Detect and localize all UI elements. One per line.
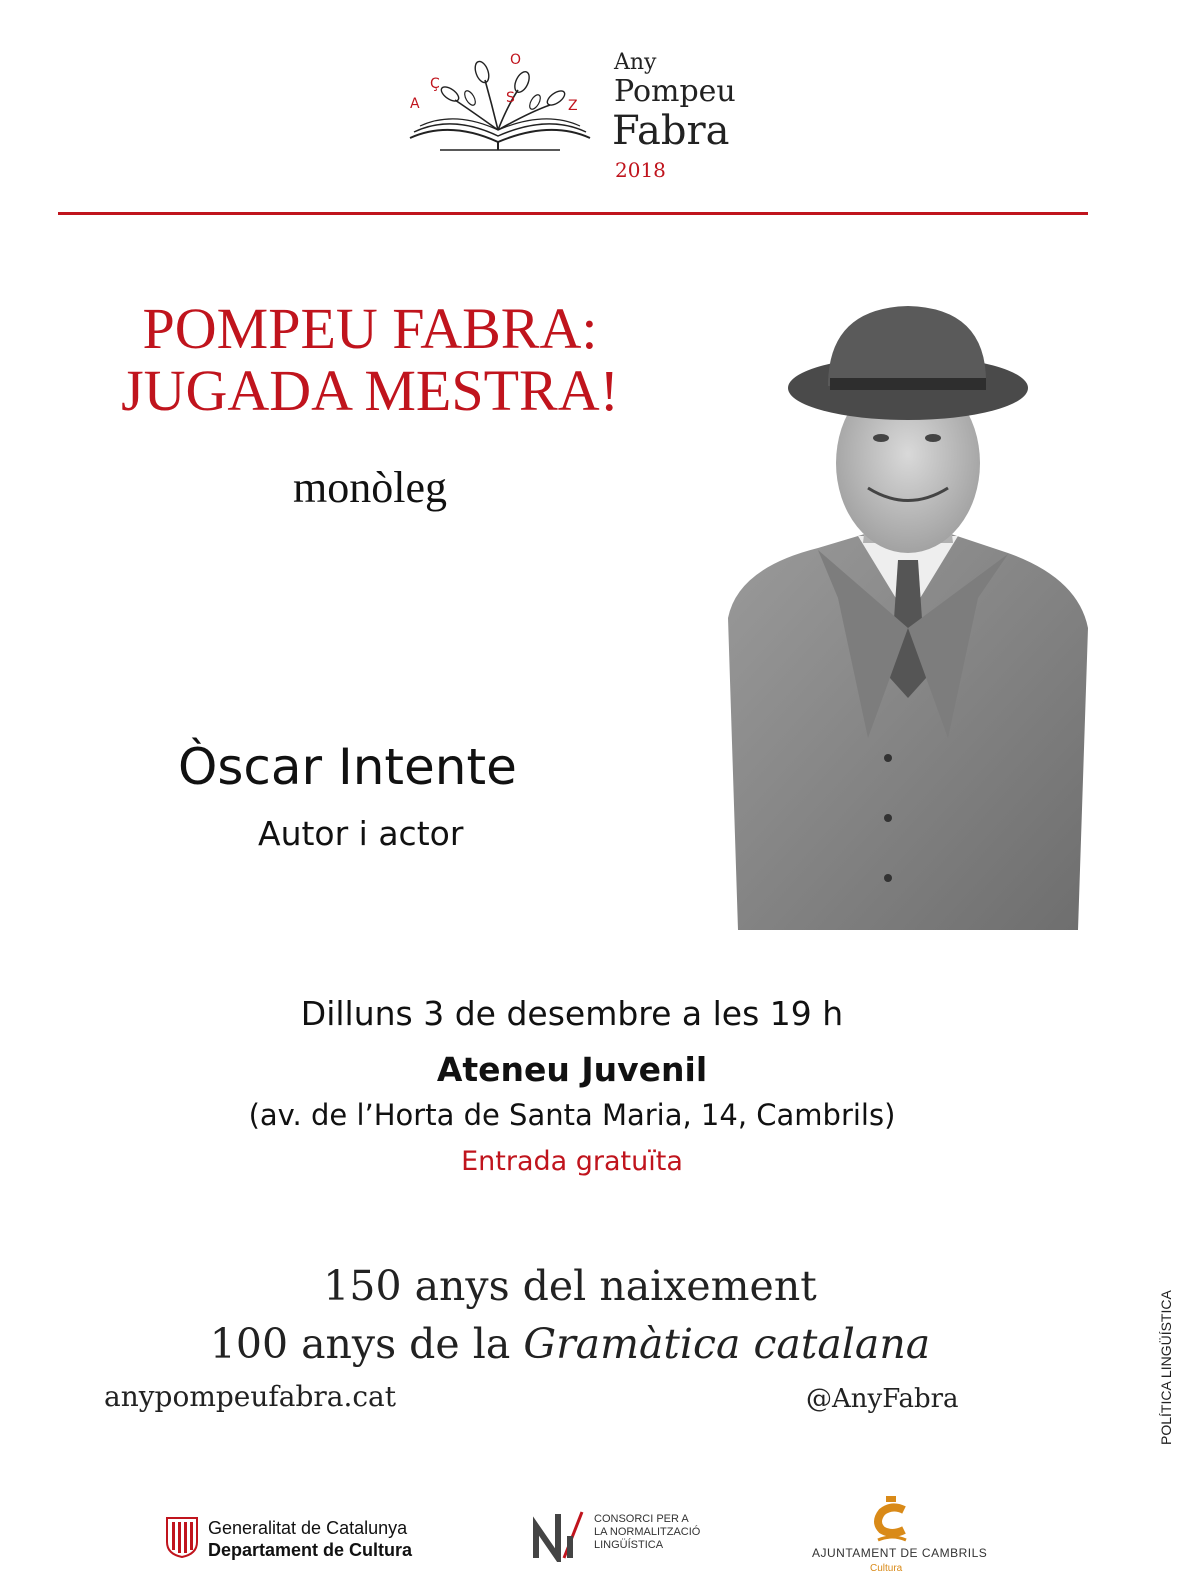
event-title-line-2: JUGADA MESTRA! [121, 358, 619, 423]
anniversary-line-2-prefix: 100 anys de la [209, 1320, 524, 1368]
logo-letter-a: A [410, 96, 420, 112]
logo-letter-o: O [510, 52, 522, 68]
logo-letter-c-cedilla: Ç [430, 76, 440, 92]
header-divider [58, 212, 1088, 215]
anniversary-line-2-italic: Gramàtica catalana [523, 1320, 931, 1368]
website-link[interactable]: anypompeufabra.cat [104, 1380, 396, 1413]
portrait-photo [718, 298, 1098, 930]
event-title-line-1: POMPEU FABRA: [142, 296, 598, 361]
event-subtitle: monòleg [293, 463, 447, 512]
anniversary-line-1: 150 anys del naixement [323, 1262, 817, 1310]
generalitat-department: Departament de Cultura [208, 1540, 413, 1560]
logo-fabra-text: Fabra [612, 108, 730, 154]
generalitat-name: Generalitat de Catalunya [208, 1518, 408, 1538]
logo-letter-z: Z [568, 98, 578, 114]
cpnl-name-line-2: LA NORMALITZACIÓ [594, 1526, 701, 1538]
logo-pompeu-text: Pompeu [614, 74, 736, 109]
performer-name: Òscar Intente [178, 738, 517, 796]
event-entry-free: Entrada gratuïta [461, 1146, 683, 1177]
logo-year-text: 2018 [615, 158, 666, 182]
logo-any-text: Any [614, 50, 657, 75]
social-handle[interactable]: @AnyFabra [806, 1384, 959, 1414]
event-title [40, 298, 700, 422]
performer-role: Autor i actor [258, 814, 464, 853]
cambrils-culture-label: Cultura [870, 1563, 903, 1574]
event-address: (av. de l’Horta de Santa Maria, 14, Cambrils) [248, 1098, 896, 1132]
event-venue: Ateneu Juvenil [436, 1050, 708, 1089]
logo-letter-s: S [506, 90, 515, 106]
cpnl-logo-icon [530, 1508, 588, 1562]
cpnl-name-line-3: LINGÜÍSTICA [594, 1539, 664, 1551]
anniversary-line-2 [0, 1320, 1140, 1368]
cpnl-name [594, 1513, 700, 1552]
cambrils-council-name: AJUNTAMENT DE CAMBRILS [812, 1546, 988, 1560]
book-plant-logo-icon [400, 50, 600, 160]
generalitat-shield-icon [165, 1516, 199, 1558]
cambrils-c-logo-icon [872, 1496, 912, 1544]
cpnl-name-line-1: CONSORCI PER A [594, 1513, 689, 1525]
vertical-credit-text: POLÍTICA LINGÜÍSTICA [1158, 1290, 1174, 1445]
event-date: Dilluns 3 de desembre a les 19 h [300, 994, 844, 1033]
